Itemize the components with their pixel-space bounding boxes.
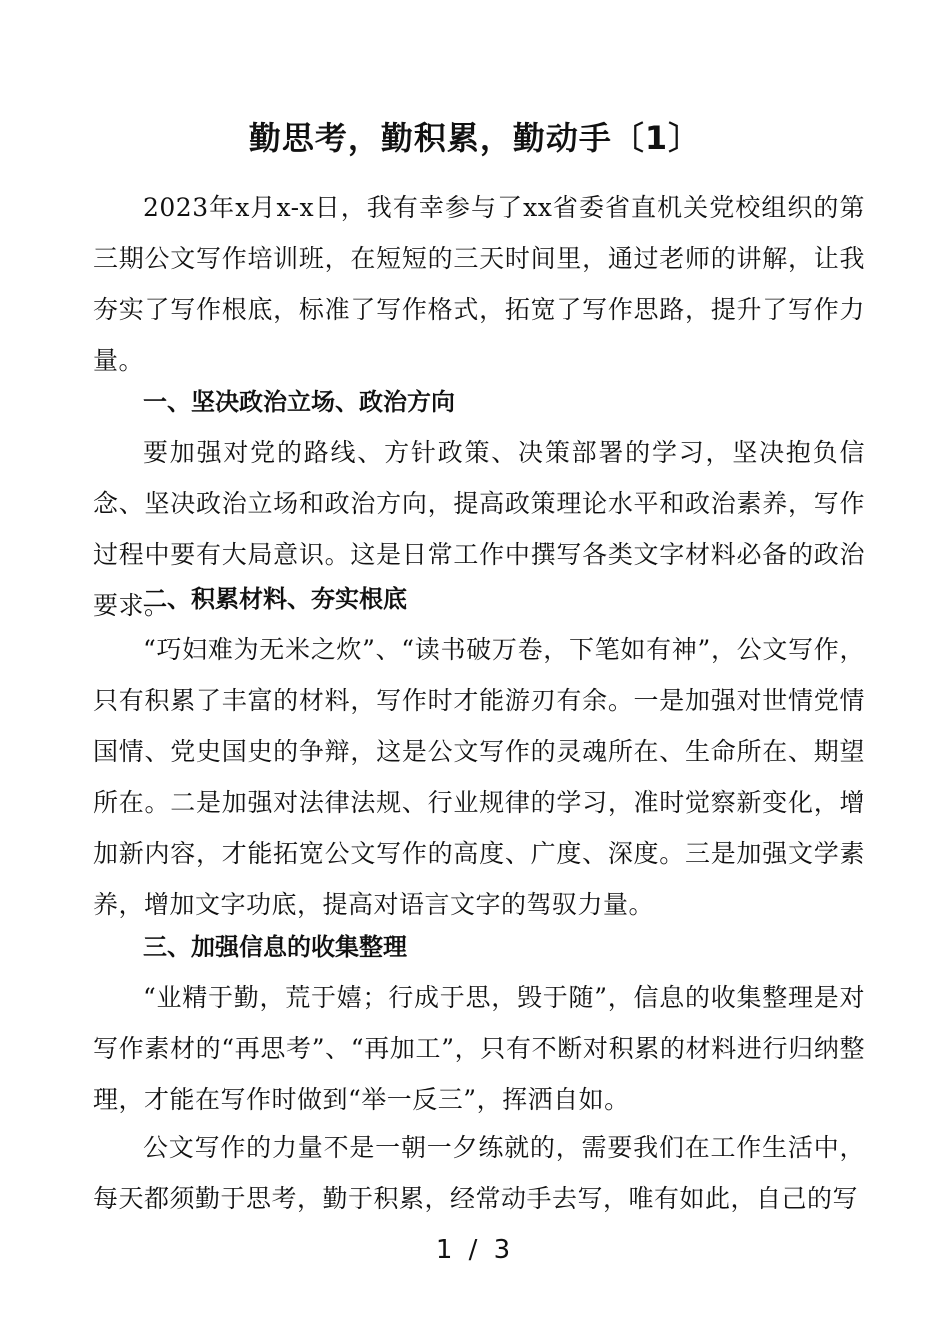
section-paragraph-1: 要加强对党的路线、方针政策、决策部署的学习，坚决抱负信念、坚决政治立场和政治方向，提高政策理论水平和政治素养，写作过程中要有大局意识。这是日常工作中撰写各类文字材料必备的政治要求。 (93, 438, 865, 620)
section-heading-2: 二、积累材料、夯实根底 (143, 585, 407, 613)
document-title: 勤思考，勤积累，勤动手〔1〕 (248, 119, 702, 157)
closing-paragraph: 公文写作的力量不是一朝一夕练就的，需要我们在工作生活中，每天都须勤于思考，勤于积累，经常动手去写，唯有如此，自己的写 (93, 1133, 865, 1213)
page-number: 1 / 3 (435, 1235, 515, 1265)
section-paragraph-2: “巧妇难为无米之炊”、“读书破万卷，下笔如有神”，公文写作，只有积累了丰富的材料，写作时才能游刃有余。一是加强对世情党情国情、党史国史的争辩，这是公文写作的灵魂所在、生命所在、期望所在。二是加强对法律法规、行业规律的学习，准时觉察新变化，增加新内容，才能拓宽公文写作的高度、广度、深度。三是加强文学素养，增加文字功底，提高对语言文字的驾驭力量。 (93, 635, 865, 919)
section-paragraph-3: “业精于勤，荒于嬉；行成于思，毁于随”，信息的收集整理是对写作素材的“再思考”、“再加工”，只有不断对积累的材料进行归纳整理，才能在写作时做到“举一反三”，挥洒自如。 (93, 983, 865, 1114)
intro-paragraph: 2023年x月x-x日，我有幸参与了xx省委省直机关党校组织的第三期公文写作培训班，在短短的三天时间里，通过老师的讲解，让我夯实了写作根底，标准了写作格式，拓宽了写作思路，提升了写作力量。 (93, 193, 865, 375)
section-heading-3: 三、加强信息的收集整理 (143, 933, 407, 961)
section-heading-1: 一、坚决政治立场、政治方向 (143, 388, 455, 416)
